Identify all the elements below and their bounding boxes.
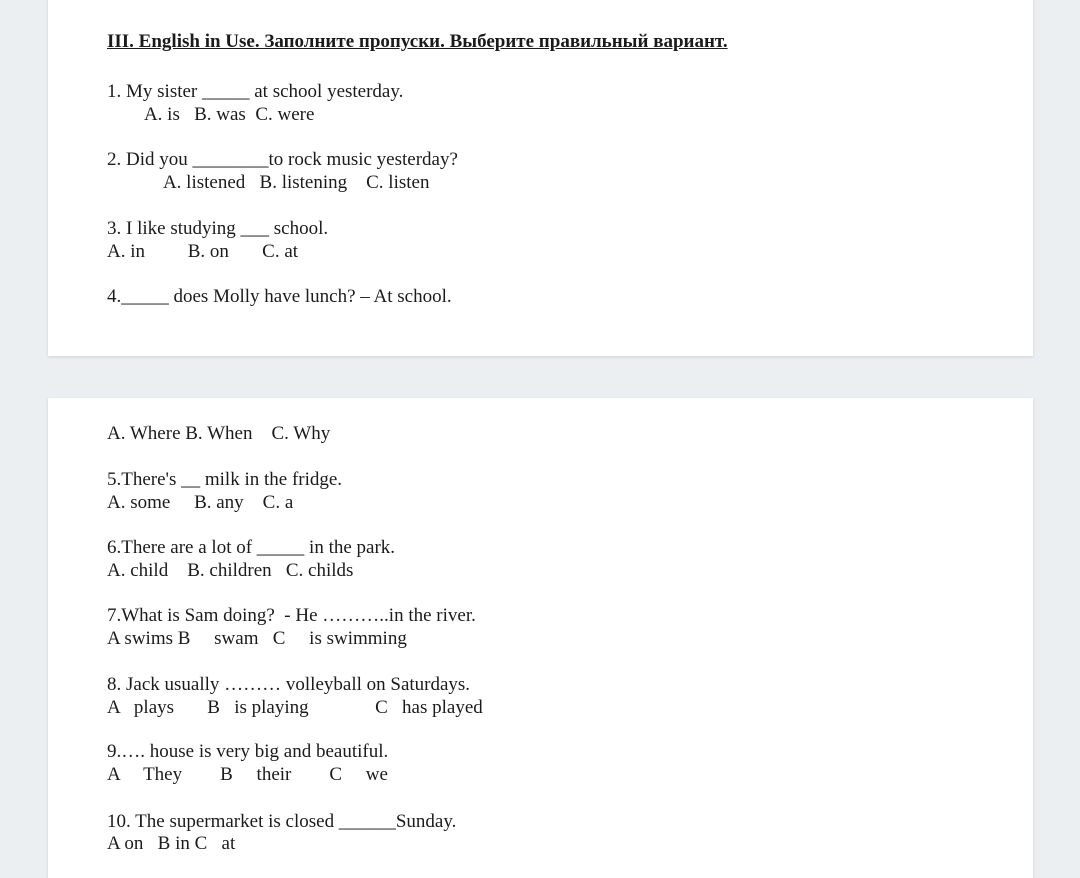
- question-7: 7.What is Sam doing? - He ………..in the river.: [107, 605, 476, 626]
- question-7-options: A swims B swam C is swimming: [107, 628, 407, 649]
- question-10-options: A on B in C at: [107, 833, 236, 854]
- question-8: 8. Jack usually ……… volleyball on Saturdays.: [107, 674, 471, 695]
- question-6: 6.There are a lot of _____ in the park.: [107, 537, 396, 558]
- question-8-options: A plays B is playing C has played: [107, 697, 483, 718]
- question-5-options: A. some B. any C. a: [107, 492, 294, 513]
- question-9: 9.…. house is very big and beautiful.: [107, 741, 389, 762]
- question-10: 10. The supermarket is closed ______Sunday.: [107, 811, 457, 832]
- question-2-options: A. listened B. listening C. listen: [107, 172, 430, 193]
- question-9-options: A They B their C we: [107, 764, 388, 785]
- question-1-options: A. is B. was C. were: [107, 104, 315, 125]
- question-3: 3. I like studying ___ school.: [107, 218, 329, 239]
- question-4-options: A. Where B. When C. Why: [107, 423, 331, 444]
- document-page-2: [48, 398, 1033, 878]
- question-2: 2. Did you ________to rock music yesterday?: [107, 149, 458, 170]
- question-6-options: A. child B. children C. childs: [107, 560, 354, 581]
- question-4: 4._____ does Molly have lunch? – At school.: [107, 286, 452, 307]
- question-3-options: A. in B. on C. at: [107, 241, 299, 262]
- question-5: 5.There's __ milk in the fridge.: [107, 469, 343, 490]
- question-1: 1. My sister _____ at school yesterday.: [107, 81, 404, 102]
- section-heading: III. English in Use. Заполните пропуски. Выберите правильный вариант.: [107, 31, 728, 52]
- document-page-1: [48, 0, 1033, 356]
